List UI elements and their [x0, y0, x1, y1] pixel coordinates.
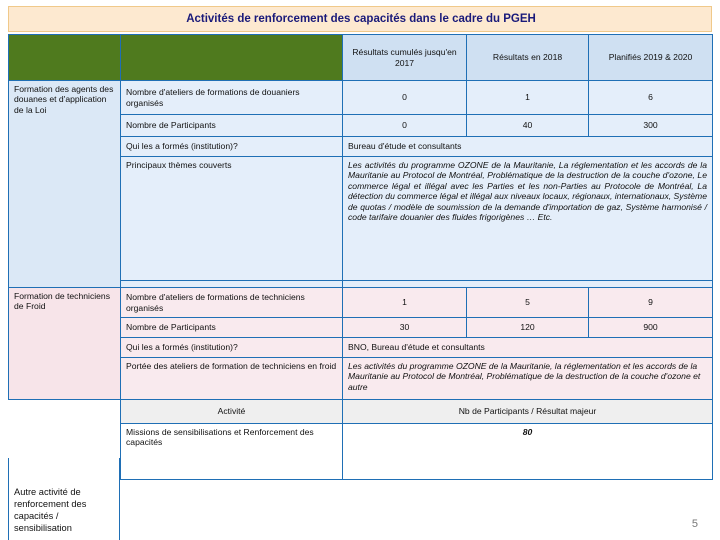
page-title: Activités de renforcement des capacités dans le cadre du PGEH [186, 13, 536, 25]
header-corner-green-2 [121, 35, 343, 81]
row-desc-customs-trainer: Qui les a formés (institution)? [121, 137, 343, 157]
row-desc-customs-workshops: Nombre d'ateliers de formations de douaniers organisés [121, 81, 343, 115]
value-customs-workshops-planned: 6 [589, 81, 713, 115]
value-tech-participants-planned: 900 [589, 318, 713, 338]
row-desc-tech-participants: Nombre de Participants [121, 318, 343, 338]
row-desc-customs-themes: Principaux thèmes couverts [121, 157, 343, 281]
value-customs-participants-cumulative: 0 [343, 115, 467, 137]
header-col-2018: Résultats en 2018 [467, 35, 589, 81]
slide-title-bar [8, 6, 712, 32]
section-label-other: Autre activité de renforcement des capacités / sensibilisation [8, 458, 120, 540]
value-customs-trainer: Bureau d'étude et consultants [343, 137, 713, 157]
row-desc-awareness-missions: Missions de sensibilisations et Renforcement des capacités [121, 424, 343, 480]
section-label-refrigeration: Formation de techniciens de Froid [9, 288, 121, 400]
value-tech-workshops-planned: 9 [589, 288, 713, 318]
header-activity: Activité [121, 400, 343, 424]
value-tech-scope: Les activités du programme OZONE de la Mauritanie, la réglementation et les accords de la Mauritanie au Protocol de Montréal, Problématique de la destruction de la couche d'ozone et autre [343, 358, 713, 400]
value-awareness-participants: 80 [343, 424, 713, 480]
header-col-cumulative: Résultats cumulés jusqu'en 2017 [343, 35, 467, 81]
value-tech-workshops-2018: 5 [467, 288, 589, 318]
header-participants-result: Nb de Participants / Résultat majeur [343, 400, 713, 424]
value-customs-themes: Les activités du programme OZONE de la Mauritanie, La réglementation et les accords de la Mauritanie au Protocol de Montréal, Problématique de la destruction de la couche d'ozone, Le commerce légal et illégal avec les Parties et les non-Parties au Protocole de Montréal, La détection du commerce légal et illégal aux niveaux locaux, régionaux, internationaux, Système de quotas / modèle de soumission de la demande d'importation de gaz, Système harmonisé / code tarifaire douanier des fluides frigorigènes … Etc. [343, 157, 713, 281]
row-desc-tech-workshops: Nombre d'ateliers de formations de techniciens organisés [121, 288, 343, 318]
capacity-building-table [8, 34, 713, 480]
table-row [9, 81, 713, 115]
value-tech-trainer: BNO, Bureau d'étude et consultants [343, 338, 713, 358]
spacer-value [343, 281, 713, 288]
value-tech-participants-cumulative: 30 [343, 318, 467, 338]
header-corner-green [9, 35, 121, 81]
value-customs-participants-planned: 300 [589, 115, 713, 137]
table-header-row [9, 35, 713, 81]
row-desc-tech-scope: Portée des ateliers de formation de techniciens en froid [121, 358, 343, 400]
header-col-planned: Planifiés 2019 & 2020 [589, 35, 713, 81]
row-desc-tech-trainer: Qui les a formés (institution)? [121, 338, 343, 358]
table-row [9, 288, 713, 318]
page-number: 5 [691, 518, 698, 530]
row-desc-customs-participants: Nombre de Participants [121, 115, 343, 137]
value-customs-participants-2018: 40 [467, 115, 589, 137]
value-customs-workshops-cumulative: 0 [343, 81, 467, 115]
section-label-customs: Formation des agents des douanes et d'application de la Loi [9, 81, 121, 288]
value-tech-participants-2018: 120 [467, 318, 589, 338]
value-tech-workshops-cumulative: 1 [343, 288, 467, 318]
table-row [9, 400, 713, 424]
spacer-desc [121, 281, 343, 288]
value-customs-workshops-2018: 1 [467, 81, 589, 115]
